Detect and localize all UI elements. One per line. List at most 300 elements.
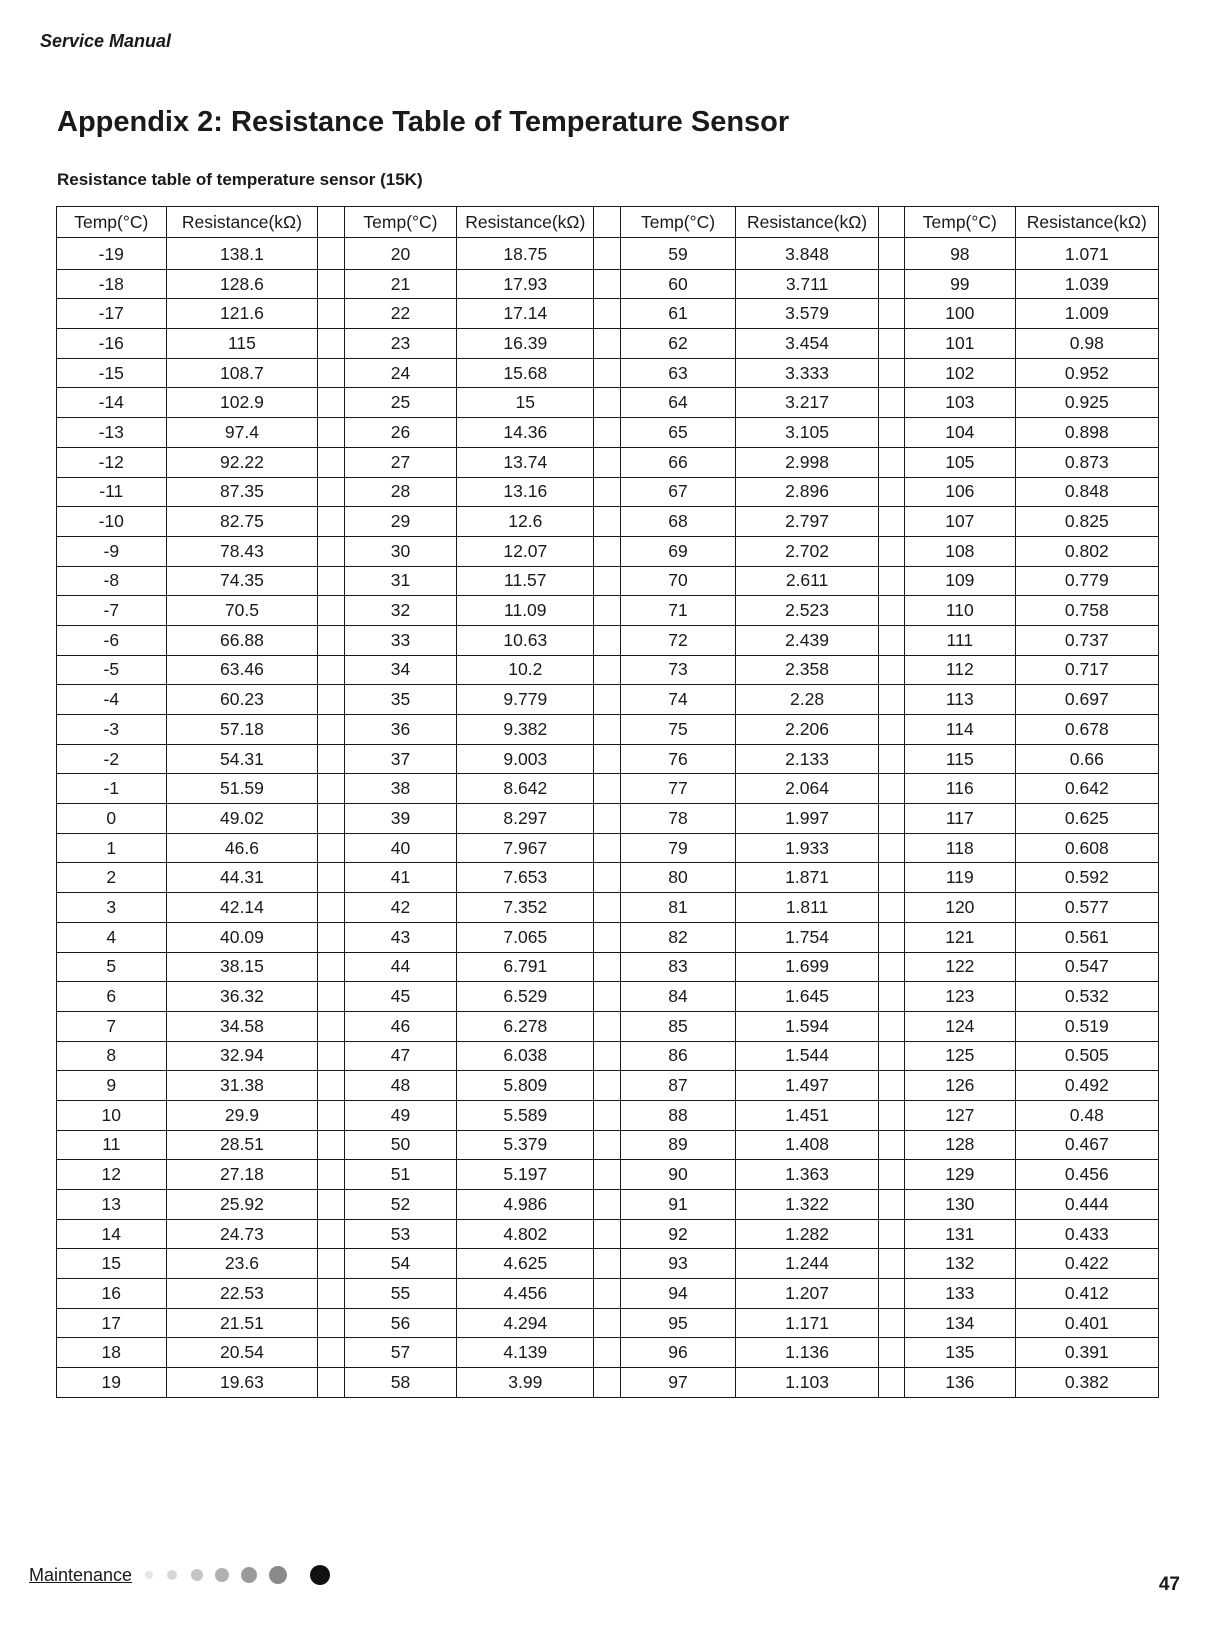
resistance-cell: 0.952 [1015,358,1158,388]
resistance-cell: 15 [457,388,594,418]
column-spacer [594,625,620,655]
resistance-cell: 138.1 [166,238,318,270]
temp-cell: 80 [620,863,736,893]
temp-cell: 53 [344,1219,457,1249]
footer-section-label: Maintenance [29,1565,133,1585]
column-spacer [318,1249,344,1279]
table-row [57,922,1159,952]
column-spacer [318,1190,344,1220]
column-spacer [318,238,344,270]
resistance-cell: 1.645 [736,982,878,1012]
temp-cell: 18 [57,1338,167,1368]
column-spacer [878,207,904,238]
resistance-cell: 2.133 [736,744,878,774]
resistance-cell: 25.92 [166,1190,318,1220]
column-spacer [318,507,344,537]
table-caption: Resistance table of temperature sensor (15K) [57,170,423,189]
temp-cell: 21 [344,269,457,299]
resistance-cell: 0.391 [1015,1338,1158,1368]
resistance-cell: 4.139 [457,1338,594,1368]
page-number: 47 [1158,1574,1180,1595]
table-row [57,1160,1159,1190]
resistance-cell: 49.02 [166,804,318,834]
column-spacer [594,744,620,774]
table-row [57,1130,1159,1160]
column-spacer [594,774,620,804]
resistance-cell: 1.363 [736,1160,878,1190]
resistance-cell: 29.9 [166,1100,318,1130]
resistance-cell: 28.51 [166,1130,318,1160]
resistance-cell: 87.35 [166,477,318,507]
temp-cell: 122 [905,952,1016,982]
temp-cell: 26 [344,418,457,448]
temp-cell: 103 [905,388,1016,418]
resistance-cell: 57.18 [166,715,318,745]
column-spacer [318,625,344,655]
resistance-cell: 0.456 [1015,1160,1158,1190]
temp-cell: 82 [620,922,736,952]
temp-cell: 34 [344,655,457,685]
column-spacer [594,418,620,448]
temp-cell: -7 [57,596,167,626]
column-spacer [318,536,344,566]
column-spacer [318,207,344,238]
temp-cell: 61 [620,299,736,329]
resistance-cell: 0.382 [1015,1368,1158,1398]
resistance-cell: 63.46 [166,655,318,685]
column-spacer [878,1130,904,1160]
temp-cell: 40 [344,833,457,863]
column-spacer [318,804,344,834]
temp-cell: 79 [620,833,736,863]
table-row [57,1100,1159,1130]
column-spacer [878,477,904,507]
resistance-cell: 0.873 [1015,447,1158,477]
temp-cell: 108 [905,536,1016,566]
table-row [57,1279,1159,1309]
column-spacer [318,833,344,863]
table-row [57,744,1159,774]
temp-cell: 20 [344,238,457,270]
temp-cell: 93 [620,1249,736,1279]
column-spacer [318,893,344,923]
resistance-cell: 0.532 [1015,982,1158,1012]
temp-cell: 32 [344,596,457,626]
temp-cell: 97 [620,1368,736,1398]
column-spacer [318,1219,344,1249]
temp-cell: 114 [905,715,1016,745]
resistance-cell: 36.32 [166,982,318,1012]
temp-cell: 131 [905,1219,1016,1249]
column-spacer [878,715,904,745]
temp-cell: 13 [57,1190,167,1220]
temp-cell: -6 [57,625,167,655]
column-spacer [878,744,904,774]
temp-cell: -11 [57,477,167,507]
temp-cell: 44 [344,952,457,982]
temp-cell: 77 [620,774,736,804]
resistance-cell: 4.456 [457,1279,594,1309]
resistance-cell: 4.802 [457,1219,594,1249]
column-spacer [878,625,904,655]
resistance-cell: 8.642 [457,774,594,804]
temp-cell: 74 [620,685,736,715]
progress-dot [145,1571,153,1579]
progress-dot [215,1568,229,1582]
column-header: Resistance(kΩ) [166,207,318,238]
temp-cell: 24 [344,358,457,388]
column-spacer [318,358,344,388]
resistance-cell: 21.51 [166,1308,318,1338]
temp-cell: 136 [905,1368,1016,1398]
column-spacer [594,893,620,923]
resistance-cell: 7.352 [457,893,594,923]
temp-cell: 68 [620,507,736,537]
temp-cell: 19 [57,1368,167,1398]
temp-cell: 85 [620,1011,736,1041]
resistance-cell: 0.561 [1015,922,1158,952]
resistance-cell: 0.898 [1015,418,1158,448]
temp-cell: 36 [344,715,457,745]
resistance-cell: 27.18 [166,1160,318,1190]
temp-cell: -18 [57,269,167,299]
resistance-cell: 0.697 [1015,685,1158,715]
column-spacer [878,1219,904,1249]
resistance-cell: 17.14 [457,299,594,329]
temp-cell: 88 [620,1100,736,1130]
column-spacer [878,922,904,952]
temp-cell: 51 [344,1160,457,1190]
table-row [57,1071,1159,1101]
resistance-cell: 0.412 [1015,1279,1158,1309]
table-row [57,625,1159,655]
resistance-cell: 1.408 [736,1130,878,1160]
temp-cell: 30 [344,536,457,566]
table-row [57,1249,1159,1279]
temp-cell: 71 [620,596,736,626]
resistance-cell: 6.278 [457,1011,594,1041]
resistance-cell: 1.544 [736,1041,878,1071]
resistance-cell: 31.38 [166,1071,318,1101]
resistance-cell: 2.523 [736,596,878,626]
resistance-cell: 7.653 [457,863,594,893]
column-spacer [318,1071,344,1101]
temp-cell: 55 [344,1279,457,1309]
resistance-cell: 10.63 [457,625,594,655]
column-spacer [878,655,904,685]
column-spacer [318,774,344,804]
column-spacer [878,1041,904,1071]
resistance-cell: 4.625 [457,1249,594,1279]
column-spacer [318,299,344,329]
column-spacer [318,744,344,774]
temp-cell: -1 [57,774,167,804]
resistance-cell: 78.43 [166,536,318,566]
temp-cell: 134 [905,1308,1016,1338]
resistance-cell: 97.4 [166,418,318,448]
table-row [57,566,1159,596]
column-spacer [878,1160,904,1190]
temp-cell: 50 [344,1130,457,1160]
progress-dot [191,1569,203,1581]
temp-cell: 5 [57,952,167,982]
temp-cell: 73 [620,655,736,685]
resistance-cell: 18.75 [457,238,594,270]
column-spacer [318,388,344,418]
column-header: Temp(°C) [620,207,736,238]
temp-cell: 106 [905,477,1016,507]
temp-cell: 132 [905,1249,1016,1279]
temp-cell: 98 [905,238,1016,270]
temp-cell: 8 [57,1041,167,1071]
column-spacer [594,715,620,745]
temp-cell: 56 [344,1308,457,1338]
table-row [57,1041,1159,1071]
resistance-cell: 0.925 [1015,388,1158,418]
column-spacer [594,566,620,596]
table-row [57,982,1159,1012]
column-spacer [594,507,620,537]
table-row [57,715,1159,745]
resistance-cell: 1.451 [736,1100,878,1130]
column-spacer [318,1011,344,1041]
table-row [57,833,1159,863]
temp-cell: 0 [57,804,167,834]
resistance-cell: 16.39 [457,329,594,359]
temp-cell: 14 [57,1219,167,1249]
resistance-cell: 0.848 [1015,477,1158,507]
temp-cell: 46 [344,1011,457,1041]
resistance-cell: 3.848 [736,238,878,270]
resistance-cell: 1.811 [736,893,878,923]
temp-cell: 57 [344,1338,457,1368]
temp-cell: 87 [620,1071,736,1101]
table-row [57,299,1159,329]
resistance-cell: 1.009 [1015,299,1158,329]
temp-cell: 66 [620,447,736,477]
temp-cell: -8 [57,566,167,596]
resistance-table [56,206,1159,1398]
temp-cell: 105 [905,447,1016,477]
column-spacer [594,447,620,477]
resistance-cell: 2.28 [736,685,878,715]
temp-cell: -15 [57,358,167,388]
resistance-cell: 0.98 [1015,329,1158,359]
column-spacer [878,388,904,418]
temp-cell: 126 [905,1071,1016,1101]
temp-cell: 101 [905,329,1016,359]
column-spacer [594,536,620,566]
column-spacer [318,655,344,685]
temp-cell: 90 [620,1160,736,1190]
temp-cell: 27 [344,447,457,477]
column-spacer [594,655,620,685]
resistance-cell: 60.23 [166,685,318,715]
temp-cell: 110 [905,596,1016,626]
table-row [57,893,1159,923]
resistance-cell: 9.382 [457,715,594,745]
resistance-cell: 128.6 [166,269,318,299]
column-spacer [878,804,904,834]
temp-cell: 91 [620,1190,736,1220]
column-spacer [318,269,344,299]
temp-cell: 81 [620,893,736,923]
resistance-cell: 7.967 [457,833,594,863]
resistance-cell: 121.6 [166,299,318,329]
resistance-cell: 1.136 [736,1338,878,1368]
temp-cell: 9 [57,1071,167,1101]
column-spacer [594,477,620,507]
column-spacer [878,507,904,537]
temp-cell: 111 [905,625,1016,655]
column-spacer [594,863,620,893]
column-spacer [878,982,904,1012]
resistance-cell: 2.611 [736,566,878,596]
resistance-cell: 4.294 [457,1308,594,1338]
column-spacer [878,269,904,299]
table-row [57,388,1159,418]
temp-cell: 16 [57,1279,167,1309]
column-spacer [318,685,344,715]
resistance-cell: 0.48 [1015,1100,1158,1130]
resistance-cell: 5.809 [457,1071,594,1101]
resistance-cell: 0.802 [1015,536,1158,566]
resistance-cell: 66.88 [166,625,318,655]
column-spacer [594,1368,620,1398]
resistance-cell: 34.58 [166,1011,318,1041]
temp-cell: 35 [344,685,457,715]
resistance-cell: 1.244 [736,1249,878,1279]
resistance-cell: 11.57 [457,566,594,596]
resistance-cell: 12.07 [457,536,594,566]
column-spacer [878,685,904,715]
column-spacer [594,1249,620,1279]
column-spacer [878,863,904,893]
column-spacer [318,418,344,448]
resistance-cell: 0.779 [1015,566,1158,596]
resistance-cell: 2.998 [736,447,878,477]
temp-cell: 48 [344,1071,457,1101]
temp-cell: 65 [620,418,736,448]
temp-cell: 58 [344,1368,457,1398]
resistance-cell: 8.297 [457,804,594,834]
resistance-cell: 2.797 [736,507,878,537]
temp-cell: 63 [620,358,736,388]
temp-cell: 95 [620,1308,736,1338]
column-spacer [318,1130,344,1160]
resistance-cell: 0.608 [1015,833,1158,863]
column-spacer [594,685,620,715]
temp-cell: 83 [620,952,736,982]
resistance-cell: 3.99 [457,1368,594,1398]
temp-cell: 100 [905,299,1016,329]
column-spacer [878,358,904,388]
resistance-cell: 1.699 [736,952,878,982]
temp-cell: 127 [905,1100,1016,1130]
temp-cell: 3 [57,893,167,923]
column-spacer [318,715,344,745]
resistance-cell: 0.625 [1015,804,1158,834]
resistance-cell: 0.519 [1015,1011,1158,1041]
temp-cell: 49 [344,1100,457,1130]
temp-cell: 72 [620,625,736,655]
progress-dot [167,1570,177,1580]
temp-cell: 22 [344,299,457,329]
temp-cell: 92 [620,1219,736,1249]
column-spacer [318,922,344,952]
column-spacer [594,1011,620,1041]
column-spacer [878,1071,904,1101]
resistance-cell: 5.589 [457,1100,594,1130]
temp-cell: 17 [57,1308,167,1338]
resistance-cell: 3.454 [736,329,878,359]
resistance-cell: 82.75 [166,507,318,537]
resistance-cell: 23.6 [166,1249,318,1279]
column-spacer [594,1279,620,1309]
progress-dot [269,1566,287,1584]
resistance-cell: 5.379 [457,1130,594,1160]
temp-cell: 64 [620,388,736,418]
resistance-cell: 2.358 [736,655,878,685]
temp-cell: 62 [620,329,736,359]
temp-cell: 78 [620,804,736,834]
column-spacer [594,1130,620,1160]
table-row [57,507,1159,537]
temp-cell: 7 [57,1011,167,1041]
resistance-cell: 5.197 [457,1160,594,1190]
resistance-cell: 0.433 [1015,1219,1158,1249]
temp-cell: 37 [344,744,457,774]
resistance-cell: 2.896 [736,477,878,507]
column-spacer [318,1160,344,1190]
resistance-cell: 10.2 [457,655,594,685]
temp-cell: -17 [57,299,167,329]
temp-cell: 23 [344,329,457,359]
temp-cell: 39 [344,804,457,834]
resistance-cell: 1.871 [736,863,878,893]
temp-cell: 59 [620,238,736,270]
table-row [57,358,1159,388]
temp-cell: 117 [905,804,1016,834]
column-spacer [878,418,904,448]
temp-cell: 29 [344,507,457,537]
column-header: Resistance(kΩ) [457,207,594,238]
table-row [57,1190,1159,1220]
column-spacer [878,299,904,329]
temp-cell: 25 [344,388,457,418]
temp-cell: 84 [620,982,736,1012]
resistance-cell: 1.039 [1015,269,1158,299]
resistance-cell: 1.594 [736,1011,878,1041]
temp-cell: 129 [905,1160,1016,1190]
temp-cell: 107 [905,507,1016,537]
resistance-cell: 1.322 [736,1190,878,1220]
table-row [57,774,1159,804]
resistance-cell: 17.93 [457,269,594,299]
resistance-cell: 0.758 [1015,596,1158,626]
column-spacer [318,952,344,982]
table-row [57,1219,1159,1249]
table-row [57,685,1159,715]
column-spacer [878,774,904,804]
column-spacer [318,566,344,596]
resistance-cell: 14.36 [457,418,594,448]
temp-cell: 43 [344,922,457,952]
column-spacer [318,863,344,893]
temp-cell: 12 [57,1160,167,1190]
column-spacer [594,238,620,270]
temp-cell: 133 [905,1279,1016,1309]
